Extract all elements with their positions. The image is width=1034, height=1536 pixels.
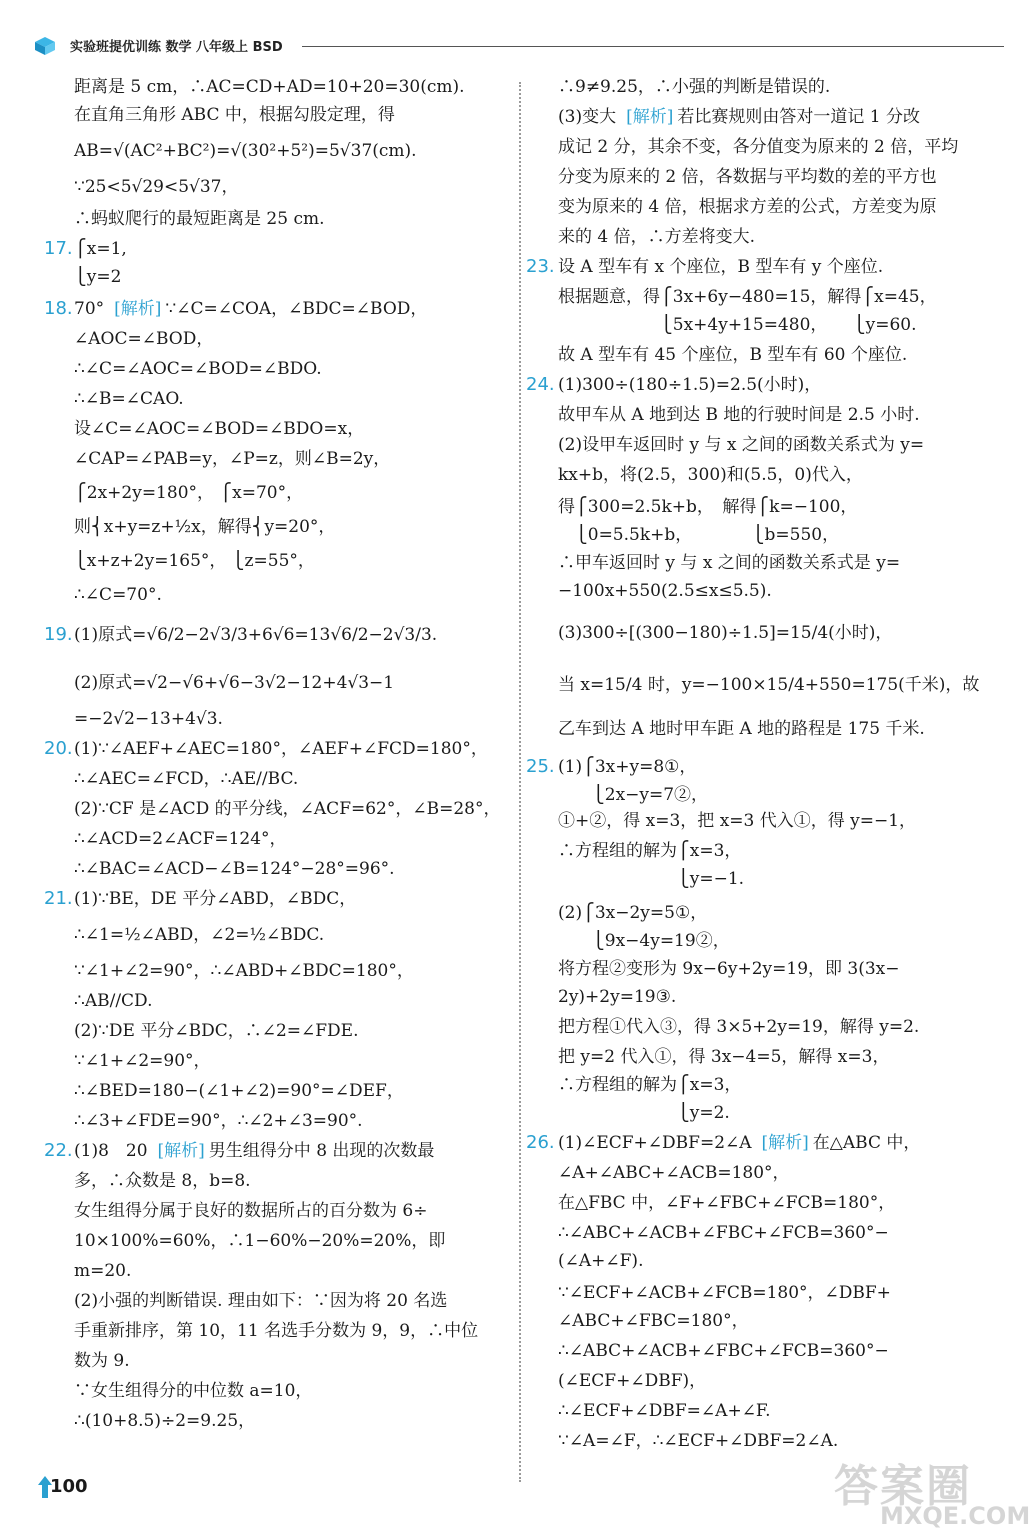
text-line: [74, 102, 395, 128]
text-line: [74, 326, 213, 352]
text-line: [558, 1308, 749, 1334]
line-text: 多，∴众数是 8，b=8.: [74, 1171, 251, 1191]
text-line: [74, 446, 390, 472]
line-text: ∴甲车返回时 y 与 x 之间的函数关系式是 y=: [558, 553, 901, 573]
text-line: [558, 782, 708, 808]
problem-number: 26.: [526, 1132, 555, 1153]
text-line: [74, 922, 324, 948]
text-line: [74, 1048, 211, 1074]
header-rule: [302, 46, 1004, 47]
text-line: [74, 766, 298, 792]
line-text: ∴AB//CD.: [74, 991, 153, 1011]
watermark-url: MXQE.COM: [880, 1502, 1031, 1530]
line-text: (∠ECF+∠DBF)，: [558, 1371, 707, 1391]
cube-logo-icon: [34, 36, 56, 56]
line-text: ∴∠1=½∠ABD，∠2=½∠BDC.: [74, 925, 325, 945]
line-text: (2)∵DE 平分∠BDC，∴∠2=∠FDE.: [74, 1021, 359, 1041]
text-line: [74, 514, 335, 540]
line-text: 女生组得分属于良好的数据所占的百分数为 6÷: [74, 1201, 428, 1221]
text-line: [74, 1078, 404, 1104]
line-text: ∴∠ABC+∠ACB+∠FBC+∠FCB=360°−: [558, 1223, 889, 1243]
line-text: m=20.: [74, 1261, 132, 1281]
line-text: 把 y=2 代入①，得 3x−4=5，解得 x=3，: [558, 1047, 890, 1067]
watermark-logo-text: 答案圈: [834, 1461, 972, 1512]
text-line: [558, 1014, 919, 1040]
problem-number: 17.: [44, 238, 73, 259]
line-text: ⎩2x−y=7②，: [558, 785, 709, 805]
line-text: ∴∠ECF+∠DBF=∠A+∠F.: [558, 1401, 771, 1421]
problem-number: 20.: [44, 738, 73, 759]
text-line: [558, 838, 741, 864]
line-text: (2)原式=√2−√6+√6−3√2−12+4√3−1: [74, 673, 395, 693]
text-line: [558, 1368, 706, 1394]
line-text: 手重新排序，第 10，11 名选手分数为 9，9，∴中位: [74, 1321, 479, 1341]
line-text: (1)8 20: [74, 1141, 148, 1161]
text-line: [558, 522, 839, 548]
text-line: [558, 672, 979, 698]
line-text: ∴∠BED=180−(∠1+∠2)=90°=∠DEF，: [74, 1081, 404, 1101]
analysis-tag: [解析]: [157, 1141, 205, 1161]
line-text: ∠CAP=∠PAB=y，∠P=z，则∠B=2y，: [74, 449, 391, 469]
text-line: [74, 206, 324, 232]
line-text: ∴∠C=70°.: [74, 585, 162, 605]
line-text: ∴方程组的解为⎧x=3，: [558, 841, 742, 861]
text-line: [558, 1220, 889, 1246]
text-line: [558, 1428, 838, 1454]
line-text: ∵∠A=∠F，∴∠ECF+∠DBF=2∠A.: [558, 1431, 839, 1451]
text-line: [74, 796, 500, 822]
line-text: ∴∠AEC=∠FCD，∴AE//BC.: [74, 769, 299, 789]
text-line: [558, 1190, 895, 1216]
text-line: [558, 1338, 889, 1364]
line-text: ∴∠BAC=∠ACD−∠B=124°−28°=96°.: [74, 859, 395, 879]
line-text: 把方程①代入③，得 3×5+2y=19，解得 y=2.: [558, 1017, 920, 1037]
line-text: ∴蚂蚁爬行的最短距离是 25 cm.: [74, 209, 325, 229]
line-text: ∵女生组得分的中位数 a=10，: [74, 1381, 313, 1401]
text-line: [558, 494, 857, 520]
text-line: [558, 134, 958, 160]
text-line: [558, 402, 920, 428]
line-text-continued: ∵∠C=∠COA，∠BDC=∠BOD，: [165, 299, 428, 319]
line-text: ∵∠1+∠2=90°，: [74, 1051, 211, 1071]
text-line: [558, 164, 937, 190]
text-line: [558, 754, 696, 780]
analysis-tag: [解析]: [626, 107, 674, 127]
line-text: ⎧2x+2y=180°， ⎧x=70°，: [74, 483, 304, 503]
text-line: [558, 1130, 920, 1156]
line-text: ∵∠ECF+∠ACB+∠FCB=180°，∠DBF+: [558, 1283, 891, 1303]
line-text: (1)⎧3x+y=8①，: [558, 757, 697, 777]
book-title: 实验班提优训练 数学 八年级上 BSD: [70, 40, 283, 55]
line-text: 分变为原来的 2 倍，各数据与平均数的差的平方也: [558, 167, 937, 187]
line-text: ⎩5x+4y+15=480， ⎩y=60.: [558, 315, 917, 335]
text-line: [74, 236, 127, 262]
line-text: (1)300÷(180÷1.5)=2.5(小时)，: [558, 375, 822, 395]
line-text: 将方程②变形为 9x−6y+2y=19，即 3(3x−: [558, 959, 900, 979]
line-text: ⎩9x−4y=19②，: [558, 931, 730, 951]
line-text: ∠ABC+∠FBC=180°，: [558, 1311, 749, 1331]
text-line: [558, 866, 744, 892]
problem-number: 23.: [526, 256, 555, 277]
line-text: (2)∵CF 是∠ACD 的平分线，∠ACF=62°，∠B=28°，: [74, 799, 501, 819]
text-line: [74, 582, 162, 608]
line-text: ∠A+∠ABC+∠ACB=180°，: [558, 1163, 790, 1183]
watermark: [834, 1450, 1030, 1536]
text-line: [558, 578, 772, 604]
text-line: [74, 1228, 445, 1254]
line-text: ⎩x+z+2y=165°， ⎩z=55°，: [74, 551, 315, 571]
text-line: [74, 480, 303, 506]
text-line: [558, 74, 830, 100]
line-text: (1)原式=√6/2−2√3/3+6√6=13√6/2−2√3/3.: [74, 625, 438, 645]
line-text: ⎩y=2: [74, 267, 122, 287]
text-line: [558, 1072, 741, 1098]
line-text: AB=√(AC²+BC²)=√(30²+5²)=5√37(cm).: [74, 141, 417, 161]
text-line: [74, 706, 223, 732]
problem-number: 18.: [44, 298, 73, 319]
line-text: ∵25<5√29<5√37，: [74, 177, 239, 197]
text-line: [558, 254, 883, 280]
text-line: [74, 958, 414, 984]
line-text: ∴∠ACD=2∠ACF=124°，: [74, 829, 287, 849]
line-text: (2)小强的判断错误. 理由如下：∵因为将 20 名选: [74, 1291, 448, 1311]
text-line: [558, 928, 730, 954]
text-line: [558, 620, 892, 646]
text-line: [74, 1258, 131, 1284]
text-line: [558, 716, 925, 742]
problem-number: 19.: [44, 624, 73, 645]
text-line: [74, 988, 152, 1014]
line-text: ∴∠C=∠AOC=∠BOD=∠BDO.: [74, 359, 322, 379]
text-line: [558, 808, 916, 834]
problem-number: 22.: [44, 1140, 73, 1161]
text-line: [74, 1378, 312, 1404]
text-line: [74, 886, 356, 912]
line-text: ⎩0=5.5k+b， ⎩b=550，: [558, 525, 840, 545]
line-text: ∠AOC=∠BOD，: [74, 329, 214, 349]
line-text: (1)∠ECF+∠DBF=2∠A: [558, 1133, 752, 1153]
text-line: [558, 104, 920, 130]
text-line: [558, 432, 924, 458]
text-line: [558, 284, 937, 310]
text-line: [558, 372, 821, 398]
line-text-continued: 若比赛规则由答对一道记 1 分改: [677, 107, 920, 127]
line-text: 得⎧300=2.5k+b， 解得⎧k=−100，: [558, 497, 858, 517]
line-text: 距离是 5 cm，∴AC=CD+AD=10+20=30(cm).: [74, 77, 465, 97]
line-text-continued: 男生组得分中 8 出现的次数最: [208, 1141, 435, 1161]
text-line: [74, 1108, 363, 1134]
text-line: [74, 670, 394, 696]
line-text: kx+b，将(2.5，300)和(5.5，0)代入，: [558, 465, 863, 485]
line-text: ⎩y=2.: [558, 1103, 730, 1123]
problem-number: 21.: [44, 888, 73, 909]
text-line: [558, 1100, 730, 1126]
text-line: [74, 356, 322, 382]
line-text: =−2√2−13+4√3.: [74, 709, 223, 729]
line-text: (∠A+∠F).: [558, 1251, 644, 1271]
line-text: ∴9≠9.25，∴小强的判断是错误的.: [558, 77, 831, 97]
line-text: ⎧x=1,: [74, 239, 127, 259]
problem-number: 24.: [526, 374, 555, 395]
problem-number: 25.: [526, 756, 555, 777]
line-text: ∵∠1+∠2=90°，∴∠ABD+∠BDC=180°，: [74, 961, 414, 981]
line-text: 故甲车从 A 地到达 B 地的行驶时间是 2.5 小时.: [558, 405, 920, 425]
line-text: 在△FBC 中，∠F+∠FBC+∠FCB=180°，: [558, 1193, 896, 1213]
line-text: 来的 4 倍，∴方差将变大.: [558, 227, 756, 247]
line-text: (2)设甲车返回时 y 与 x 之间的函数关系式为 y=: [558, 435, 925, 455]
text-line: [74, 1348, 130, 1374]
text-line: [558, 194, 937, 220]
line-text: (2)⎧3x−2y=5①，: [558, 903, 708, 923]
line-text: 当 x=15/4 时，y=−100×15/4+550=175(千米)，故: [558, 675, 980, 695]
line-text: 则⎨x+y=z+½x，解得⎨y=20°，: [74, 517, 336, 537]
line-text: 在直角三角形 ABC 中，根据勾股定理，得: [74, 105, 395, 125]
line-text: 70°: [74, 299, 105, 319]
text-line: [74, 138, 417, 164]
text-line: [74, 548, 315, 574]
text-line: [558, 550, 900, 576]
text-line: [558, 900, 707, 926]
text-line: [74, 622, 437, 648]
text-line: [558, 224, 755, 250]
line-text: (1)∵BE，DE 平分∠ABD，∠BDC，: [74, 889, 357, 909]
line-text-continued: 在△ABC 中，: [812, 1133, 921, 1153]
line-text: ①+②，得 x=3，把 x=3 代入①，得 y=−1，: [558, 811, 917, 831]
line-text: ∴∠ABC+∠ACB+∠FBC+∠FCB=360°−: [558, 1341, 889, 1361]
text-line: [74, 296, 427, 322]
line-text: 2y)+2y=19③.: [558, 987, 677, 1007]
text-line: [558, 1398, 770, 1424]
text-line: [74, 1318, 478, 1344]
text-line: [74, 174, 239, 200]
line-text: 成记 2 分，其余不变，各分值变为原来的 2 倍，平均: [558, 137, 959, 157]
line-text: (1)∵∠AEF+∠AEC=180°，∠AEF+∠FCD=180°，: [74, 739, 488, 759]
column-divider: [519, 82, 521, 1482]
text-line: [558, 1160, 790, 1186]
text-line: [558, 312, 917, 338]
text-line: [74, 386, 184, 412]
analysis-tag: [解析]: [761, 1133, 809, 1153]
text-line: [74, 1198, 427, 1224]
text-line: [74, 416, 364, 442]
line-text: 根据题意，得⎧3x+6y−480=15，解得⎧x=45，: [558, 287, 937, 307]
text-line: [74, 736, 488, 762]
text-line: [74, 1168, 251, 1194]
line-text: −100x+550(2.5≤x≤5.5).: [558, 581, 772, 601]
text-line: [558, 462, 863, 488]
page-number-text: 100: [50, 1476, 88, 1497]
text-line: [74, 1018, 359, 1044]
line-text: ∴∠B=∠CAO.: [74, 389, 184, 409]
line-text: 变为原来的 4 倍，根据求方差的公式，方差变为原: [558, 197, 937, 217]
text-line: [74, 1138, 434, 1164]
line-text: ⎩y=−1.: [558, 869, 745, 889]
analysis-tag: [解析]: [114, 299, 162, 319]
text-line: [74, 856, 395, 882]
line-text: ∴(10+8.5)÷2=9.25，: [74, 1411, 256, 1431]
text-line: [558, 342, 907, 368]
line-text: ∴∠3+∠FDE=90°，∴∠2+∠3=90°.: [74, 1111, 363, 1131]
text-line: [558, 984, 676, 1010]
line-text: 数为 9.: [74, 1351, 130, 1371]
text-line: [74, 1408, 255, 1434]
text-line: [558, 1248, 643, 1274]
text-line: [74, 74, 465, 100]
text-line: [74, 826, 287, 852]
text-line: [558, 1280, 891, 1306]
line-text: 10×100%=60%，∴1−60%−20%=20%，即: [74, 1231, 446, 1251]
line-text: (3)300÷[(300−180)÷1.5]=15/4(小时)，: [558, 623, 893, 643]
text-line: [558, 1044, 889, 1070]
page-header: [30, 34, 1004, 58]
line-text: (3)变大: [558, 107, 617, 127]
text-line: [74, 1288, 447, 1314]
text-line: [558, 956, 900, 982]
text-line: [74, 264, 121, 290]
line-text: 乙车到达 A 地时甲车距 A 地的路程是 175 千米.: [558, 719, 925, 739]
line-text: 设 A 型车有 x 个座位，B 型车有 y 个座位.: [558, 257, 884, 277]
line-text: 故 A 型车有 45 个座位，B 型车有 60 个座位.: [558, 345, 908, 365]
line-text: ∴方程组的解为⎧x=3，: [558, 1075, 742, 1095]
line-text: 设∠C=∠AOC=∠BOD=∠BDO=x，: [74, 419, 365, 439]
